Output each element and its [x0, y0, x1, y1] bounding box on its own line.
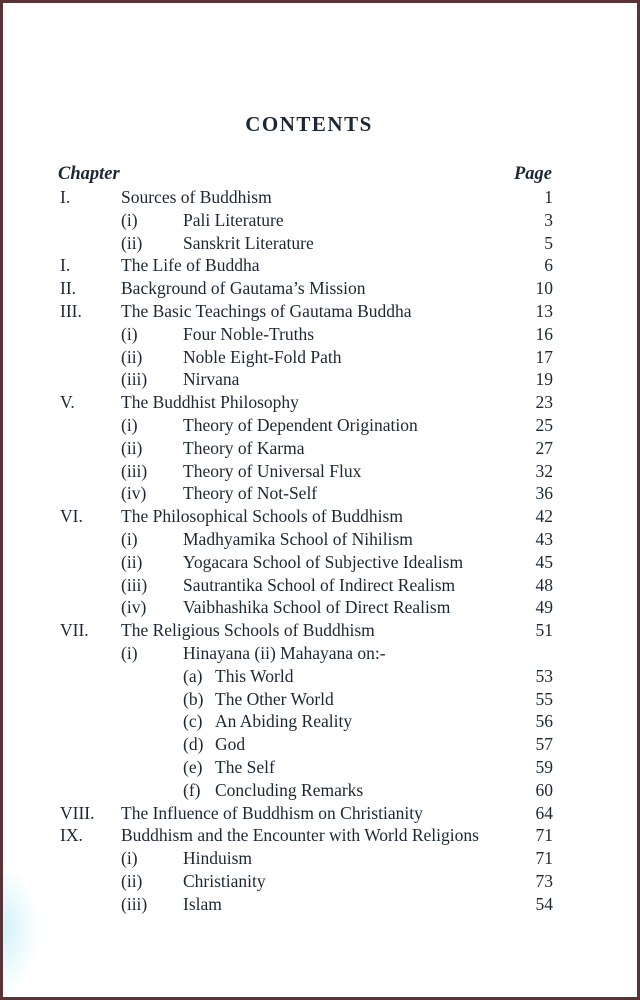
toc-entry-number: III. [60, 300, 82, 321]
toc-entry-page: 71 [535, 848, 553, 869]
toc-entry [3, 551, 637, 574]
toc-entry-number: V. [60, 392, 75, 413]
toc-entry-title: Sanskrit Literature [183, 232, 314, 253]
toc-entry-number: VII. [60, 620, 89, 641]
toc-entry-page: 71 [535, 825, 553, 846]
toc-entry-number: (i) [121, 642, 138, 663]
toc-entry-number: (i) [121, 209, 138, 230]
toc-entry-title: The Other World [215, 688, 334, 709]
toc-entry-title: Yogacara School of Subjective Idealism [183, 551, 464, 572]
toc-entry-title: Buddhism and the Encounter with World Religions [121, 825, 479, 846]
toc-entry-page: 5 [544, 232, 553, 253]
toc-entry-number: (iii) [121, 369, 148, 390]
toc-entry-title: Background of Gautama’s Mission [121, 278, 366, 299]
toc-entry-number: (iv) [121, 597, 147, 618]
toc-entry [3, 391, 637, 414]
toc-entry-page: 48 [535, 574, 553, 595]
toc-entry-title: Sautrantika School of Indirect Realism [183, 574, 456, 595]
toc-entry-title: Islam [183, 893, 222, 914]
toc-entry-number: (c) [183, 711, 203, 732]
toc-entry-title: Theory of Not-Self [183, 483, 318, 504]
toc-entry-title: Pali Literature [183, 209, 284, 230]
toc-entry-page: 53 [535, 665, 553, 686]
toc-entry [3, 323, 637, 346]
toc-entry-number: (iii) [121, 574, 148, 595]
toc-entry [3, 756, 637, 779]
toc-entry-title: The Buddhist Philosophy [121, 392, 299, 413]
toc-entry-page: 23 [535, 392, 553, 413]
toc-entry-page: 25 [535, 414, 553, 435]
toc-entry [3, 710, 637, 733]
toc-entry-number: (i) [121, 414, 138, 435]
toc-entry-number: I. [60, 187, 71, 207]
toc-entry-number: (ii) [121, 437, 143, 458]
toc-entry [3, 460, 637, 483]
toc-entry-page: 19 [535, 369, 553, 390]
toc-entry [3, 779, 637, 802]
toc-entry [3, 802, 637, 825]
toc-entry-page: 32 [535, 460, 553, 481]
toc-entry [3, 232, 637, 255]
toc-entry-title: The Philosophical Schools of Buddhism [121, 506, 403, 527]
toc-entry-number: (e) [183, 756, 203, 777]
toc-entry-number: II. [60, 278, 77, 299]
toc-entry-page: 17 [535, 346, 553, 367]
toc-entry [3, 619, 637, 642]
toc-entry [3, 186, 637, 209]
toc-entry-title: The Basic Teachings of Gautama Buddha [121, 300, 412, 321]
toc-entry-title: This World [215, 665, 294, 686]
toc-entry-number: (iii) [121, 893, 148, 914]
toc-entry-page: 49 [535, 597, 553, 618]
toc-entry-number: VIII. [60, 802, 95, 823]
toc-entry [3, 482, 637, 505]
toc-entry [3, 870, 637, 893]
toc-entry [3, 596, 637, 619]
toc-entry [3, 300, 637, 323]
toc-entry-title: Four Noble-Truths [183, 323, 315, 344]
toc-entry-number: (d) [183, 734, 204, 755]
toc-entry-number: I. [60, 255, 71, 276]
toc-entry-number: (ii) [121, 232, 143, 253]
toc-entry-number: (f) [183, 779, 201, 800]
toc-entry-page: 73 [535, 870, 553, 891]
toc-entry-title: Madhyamika School of Nihilism [183, 528, 413, 549]
toc-entry-number: (a) [183, 665, 203, 686]
page-title: CONTENTS [245, 112, 373, 136]
toc-entry-number: (i) [121, 848, 138, 869]
toc-entry-title: God [215, 734, 246, 755]
toc-header-row [3, 163, 637, 186]
toc-entry-page: 36 [535, 483, 553, 504]
chapter-column-header: Chapter [58, 164, 120, 184]
toc-entry-page: 51 [535, 620, 553, 641]
toc-entry [3, 642, 637, 665]
toc-entry-title: Noble Eight-Fold Path [183, 346, 342, 367]
toc-entry-title: The Life of Buddha [121, 255, 260, 276]
toc-entry-page: 45 [535, 551, 553, 572]
toc-entry-number: (iii) [121, 460, 148, 481]
toc-entry-title: Hinayana (ii) Mahayana on:- [183, 642, 386, 663]
toc-entry-page: 55 [535, 688, 553, 709]
toc-entry-page: 3 [544, 209, 553, 230]
toc-entry [3, 368, 637, 391]
toc-entry-page: 54 [535, 893, 553, 914]
toc-entry [3, 254, 637, 277]
toc-entry [3, 437, 637, 460]
toc-entry-title: Christianity [183, 870, 266, 891]
toc-entry [3, 574, 637, 597]
toc-entry-page: 57 [535, 734, 553, 755]
toc-entry-number: IX. [60, 825, 83, 846]
toc-entry-page: 59 [535, 756, 553, 777]
toc-entry [3, 665, 637, 688]
toc-entry-title: The Influence of Buddhism on Christianity [121, 802, 423, 823]
toc-entry-title: The Religious Schools of Buddhism [121, 620, 375, 641]
toc-entry [3, 688, 637, 711]
toc-entry-title: Theory of Dependent Origination [183, 414, 418, 435]
toc-entry-number: (b) [183, 688, 204, 709]
toc-entry-title: Nirvana [183, 369, 240, 390]
toc-entry-number: (i) [121, 323, 138, 344]
toc-entry-title: Hinduism [183, 848, 253, 869]
toc-entry-page: 27 [535, 437, 553, 458]
toc-entry-page: 42 [535, 506, 553, 527]
toc-entry [3, 847, 637, 870]
toc-entry [3, 893, 637, 916]
toc-entry [3, 824, 637, 847]
toc-entry-page: 43 [535, 528, 553, 549]
toc-entry-page: 6 [544, 255, 553, 276]
toc-entry-number: (i) [121, 528, 138, 549]
toc-entry-title: Vaibhashika School of Direct Realism [183, 597, 451, 618]
toc-entry-page: 64 [535, 802, 553, 823]
toc-entry-page: 60 [535, 779, 553, 800]
toc-entry-page: 13 [535, 300, 553, 321]
toc-entry-title: An Abiding Reality [215, 711, 353, 732]
toc-entry-number: (iv) [121, 483, 147, 504]
page-column-header: Page [513, 164, 552, 184]
toc-entry-number: (ii) [121, 870, 143, 891]
toc-entry-page: 16 [535, 323, 553, 344]
toc-entry [3, 346, 637, 369]
toc-entry-number: (ii) [121, 551, 143, 572]
toc-entry [3, 209, 637, 232]
toc-entry [3, 277, 637, 300]
toc-list [3, 186, 637, 916]
toc-entry-page: 56 [535, 711, 553, 732]
toc-entry [3, 505, 637, 528]
toc-entry-page: 1 [544, 187, 553, 207]
toc-entry-title: Concluding Remarks [215, 779, 364, 800]
toc-entry-page: 10 [535, 278, 553, 299]
toc-entry-number: (ii) [121, 346, 143, 367]
toc-entry-title: The Self [215, 756, 275, 777]
toc-entry [3, 528, 637, 551]
toc-entry [3, 733, 637, 756]
toc-entry-number: VI. [60, 506, 83, 527]
toc-entry-title: Theory of Universal Flux [183, 460, 362, 481]
toc-entry [3, 414, 637, 437]
toc-entry-title: Sources of Buddhism [121, 187, 272, 207]
toc-entry-title: Theory of Karma [183, 437, 305, 458]
